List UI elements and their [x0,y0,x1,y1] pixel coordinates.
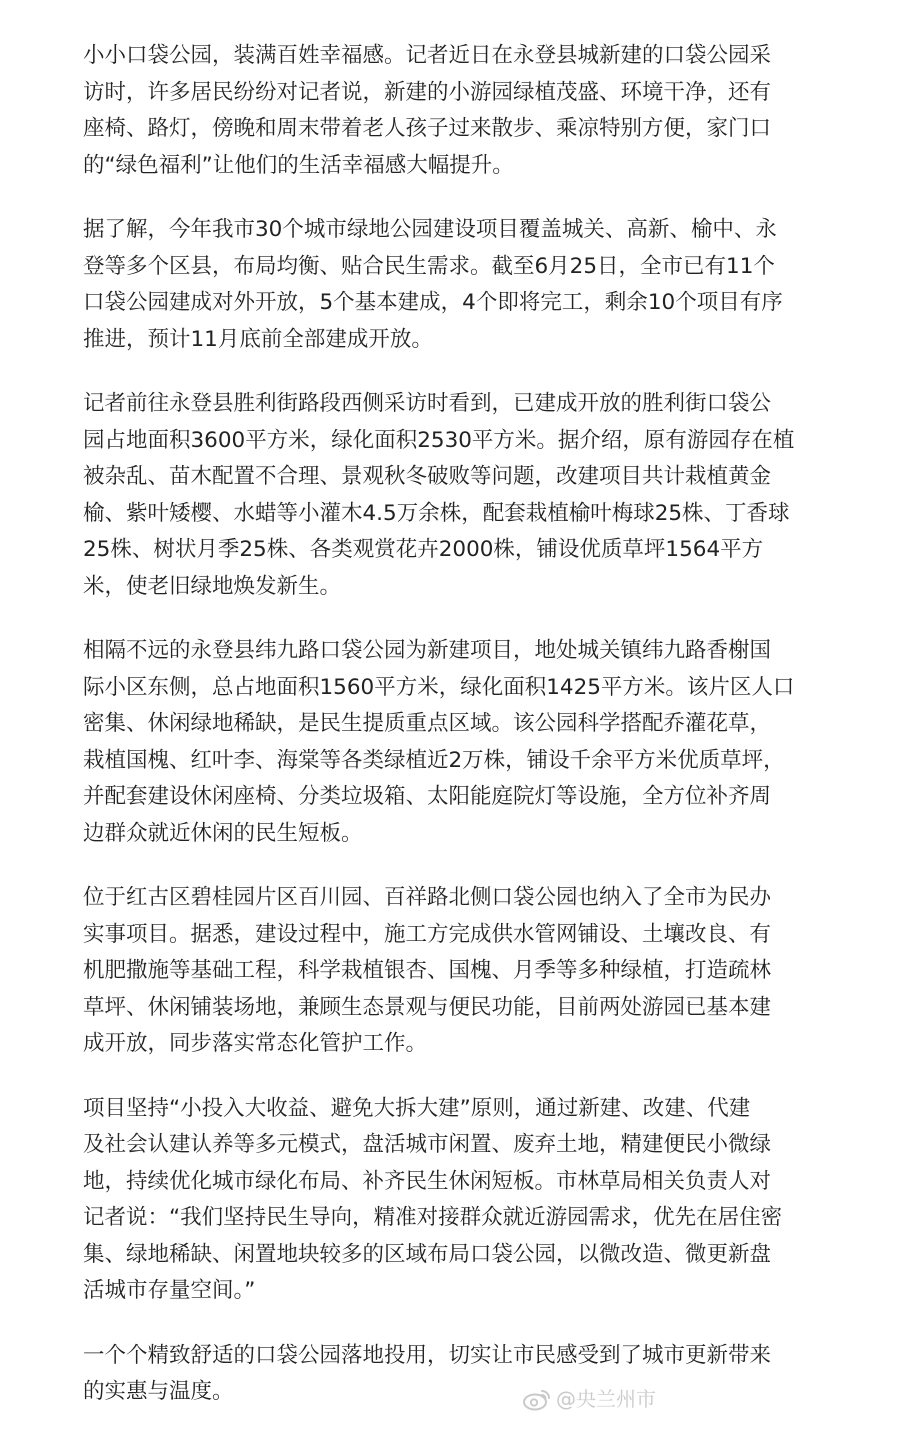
text-line: 的“绿色福利”让他们的生活幸福感大幅提升。 [83,152,514,178]
paragraph-4 [83,633,843,852]
text-line: 一个个精致舒适的口袋公园落地投用，切实让市民感受到了城市更新带来 [83,1342,772,1368]
watermark [522,1387,656,1411]
text-line: 栽植国槐、红叶李、海棠等各类绿植近2万株，铺设千余平方米优质草坪， [83,747,785,773]
text-line: 推进，预计11月底前全部建成开放。 [83,326,433,352]
weibo-logo-icon [522,1387,552,1411]
text-line: 记者前往永登县胜利街路段西侧采访时看到，已建成开放的胜利街口袋公 [83,391,772,416]
text-line: 地，持续优化城市绿化布局、补齐民生休闲短板。市林草局相关负责人对 [83,1168,772,1194]
watermark-text: @央兰州市 [556,1387,656,1411]
text-line: 访时，许多居民纷纷对记者说，新建的小游园绿植茂盛、环境干净，还有 [83,79,772,105]
text-line: 际小区东侧，总占地面积1560平方米，绿化面积1425平方米。该片区人口 [83,674,795,700]
paragraph-6 [83,1091,843,1310]
text-line: 及社会认建认养等多元模式，盘活城市闲置、废弃土地，精建便民小微绿 [83,1132,772,1157]
text-line: 园占地面积3600平方米，绿化面积2530平方米。据介绍，原有游园存在植 [83,427,795,453]
text-line: 成开放，同步落实常态化管护工作。 [83,1031,428,1056]
text-line: 小小口袋公园，装满百姓幸福感。记者近日在永登县城新建的口袋公园采 [83,43,772,68]
text-line: 登等多个区县，布局均衡、贴合民生需求。截至6月25日，全市已有11个 [83,253,775,279]
text-line: 座椅、路灯，傍晚和周末带着老人孩子过来散步、乘凉特别方便，家门口 [83,116,772,141]
text-line: 米，使老旧绿地焕发新生。 [83,573,342,599]
paragraph-2 [83,212,843,358]
text-line: 集、绿地稀缺、闲置地块较多的区域布局口袋公园，以微改造、微更新盘 [83,1241,772,1267]
text-line: 相隔不远的永登县纬九路口袋公园为新建项目，地处城关镇纬九路香榭国 [83,638,772,663]
text-line: 记者说：“我们坚持民生导向，精准对接群众就近游园需求，优先在居住密 [83,1205,783,1230]
text-line: 项目坚持“小投入大收益、避免大拆大建”原则，通过新建、改建、代建 [83,1095,751,1121]
paragraph-3 [83,386,843,605]
text-line: 边群众就近休闲的民生短板。 [83,820,363,846]
text-line: 草坪、休闲铺装场地，兼顾生态景观与便民功能，目前两处游园已基本建 [83,994,772,1020]
text-line: 榆、紫叶矮樱、水蜡等小灌木4.5万余株，配套栽植榆叶梅球25株、丁香球 [83,500,790,526]
text-line: 口袋公园建成对外开放，5个基本建成，4个即将完工，剩余10个项目有序 [83,290,783,315]
text-line: 活城市存量空间。” [83,1278,256,1303]
text-line: 被杂乱、苗木配置不合理、景观秋冬破败等问题，改建项目共计栽植黄金 [83,464,772,489]
text-line: 实事项目。据悉，建设过程中，施工方完成供水管网铺设、土壤改良、有 [83,921,772,947]
text-line: 密集、休闲绿地稀缺，是民生提质重点区域。该公园科学搭配乔灌花草， [83,711,772,736]
text-line: 的实惠与温度。 [83,1379,234,1404]
paragraph-7 [83,1338,843,1411]
paragraph-5 [83,880,843,1063]
text-line: 并配套建设休闲座椅、分类垃圾箱、太阳能庭院灯等设施，全方位补齐周 [83,784,772,809]
text-line: 位于红古区碧桂园片区百川园、百祥路北侧口袋公园也纳入了全市为民办 [83,885,772,910]
text-line: 25株、树状月季25株、各类观赏花卉2000株，铺设优质草坪1564平方 [83,537,764,562]
paragraph-1 [83,38,843,184]
article-body [83,38,843,1439]
text-line: 据了解，今年我市30个城市绿地公园建设项目覆盖城关、高新、榆中、永 [83,217,777,242]
text-line: 机肥撒施等基础工程，科学栽植银杏、国槐、月季等多种绿植，打造疏林 [83,958,772,983]
